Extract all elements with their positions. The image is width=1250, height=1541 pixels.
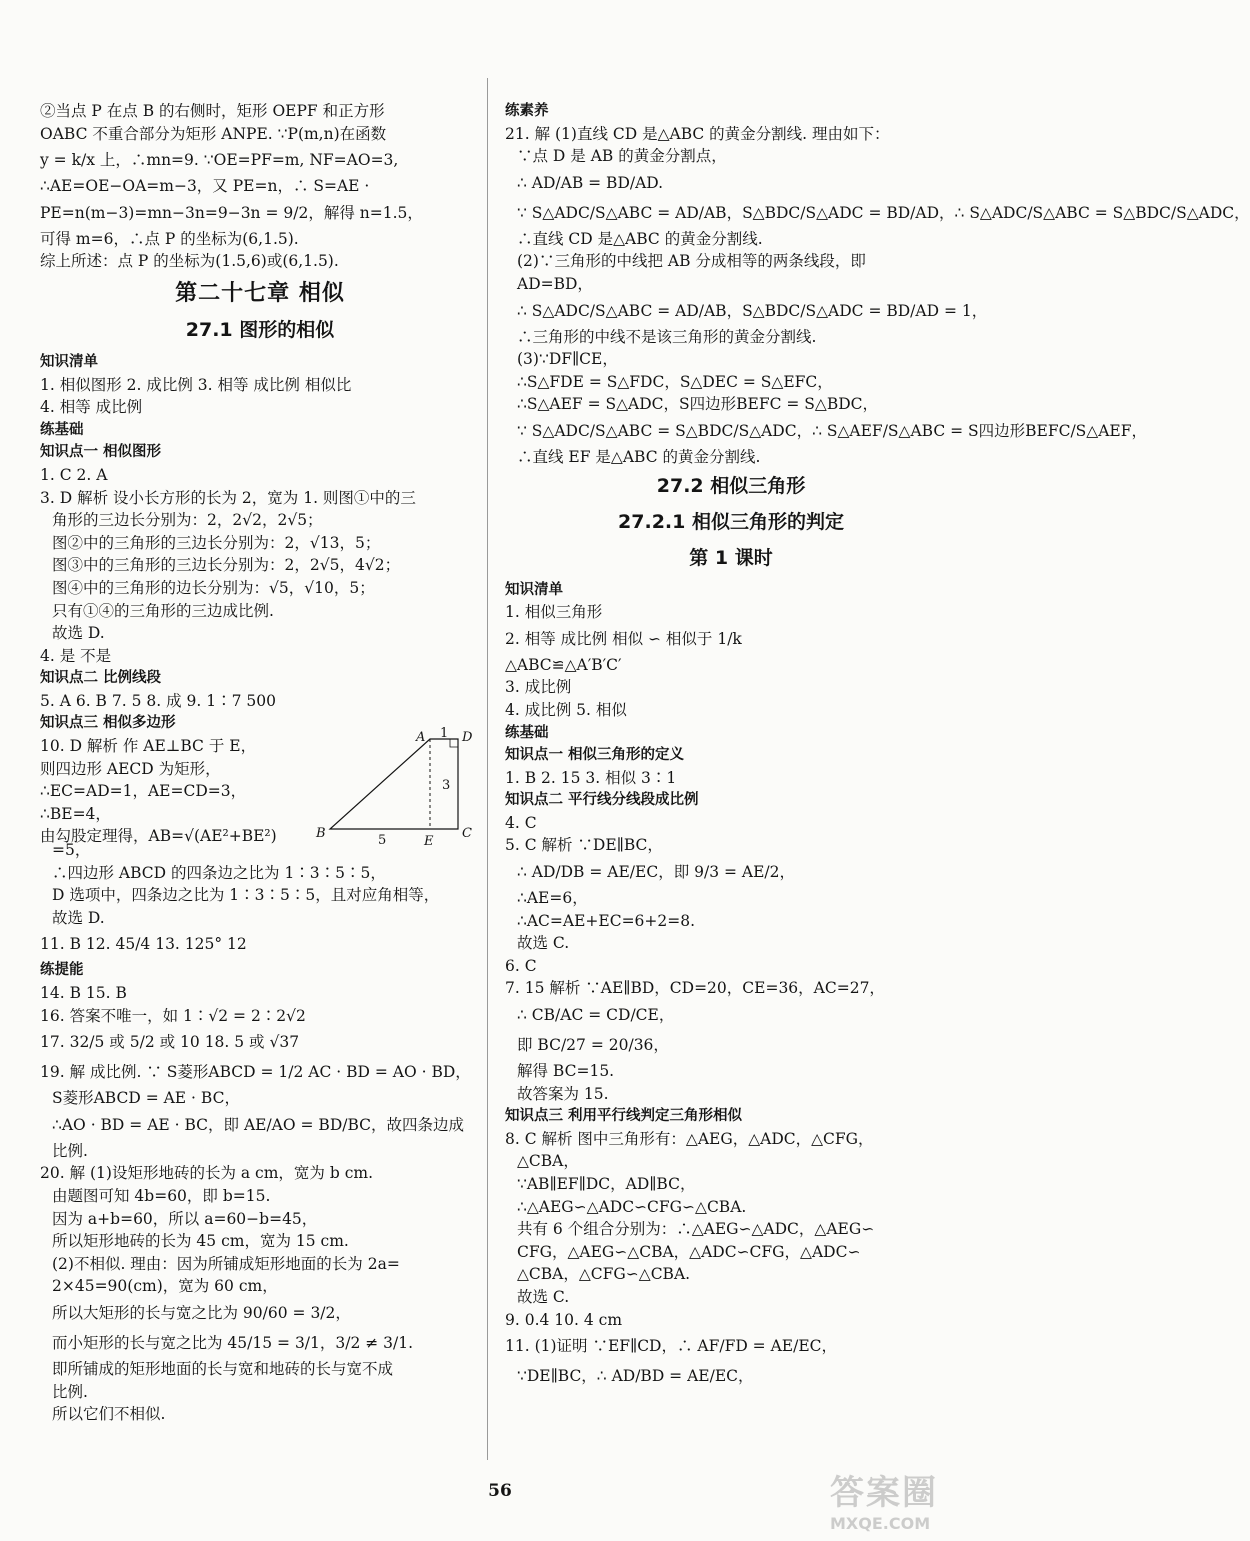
text-line: 9. 0.4 10. 4 cm — [505, 1310, 623, 1329]
text-line: 所以矩形地砖的长为 45 cm，宽为 15 cm. — [52, 1232, 349, 1251]
text-line: 6. C — [505, 956, 537, 975]
text-line: 19. 解 成比例. ∵ S菱形ABCD = 1/2 AC · BD = AO · BD， — [40, 1063, 471, 1082]
text-line: △CBA， — [517, 1152, 579, 1171]
text-line: 4. 相等 成比例 — [40, 398, 143, 417]
text-line: (3)∵DF∥CE， — [517, 350, 618, 369]
text-line: 3. 成比例 — [505, 678, 572, 697]
text-line: 5. C 解析 ∵DE∥BC， — [505, 836, 663, 855]
subheading: 知识点二 比例线段 — [40, 670, 162, 687]
text-line: ∵ S△ADC/S△ABC = S△BDC/S△ADC，∴ S△AEF/S△ABC = S四边形BEFC/S△AEF， — [517, 421, 1147, 440]
text-line: 即所铺成的矩形地面的长与宽和地砖的长与宽不成 — [52, 1359, 394, 1378]
text-line: PE=n(m−3)=mn−3n=9−3n = 9/2，解得 n=1.5， — [40, 203, 423, 222]
trapezoid-figure — [310, 726, 480, 850]
subheading: 知识点一 相似三角形的定义 — [505, 747, 685, 764]
text-line: ∴S△FDE = S△FDC，S△DEC = S△EFC， — [517, 372, 833, 391]
text-line: ∴ S△ADC/S△ABC = AD/AB，S△BDC/S△ADC = BD/AD = 1， — [517, 301, 988, 320]
subheading: 知识清单 — [40, 353, 98, 370]
text-line: 综上所述：点 P 的坐标为(1.5,6)或(6,1.5). — [40, 252, 339, 271]
text-line: ∴四边形 ABCD 的四条边之比为 1∶3∶5∶5， — [52, 863, 386, 882]
subheading: 练提能 — [40, 962, 84, 979]
text-line: ∴直线 CD 是△ABC 的黄金分割线. — [517, 229, 763, 248]
text-line: 10. D 解析 作 AE⊥BC 于 E， — [40, 737, 257, 756]
text-line: 4. C — [505, 813, 537, 832]
text-line: ∴直线 EF 是△ABC 的黄金分割线. — [517, 447, 761, 466]
text-line: 而小矩形的长与宽之比为 45/15 = 3/1，3/2 ≠ 3/1. — [52, 1333, 414, 1352]
left-column — [40, 100, 480, 1426]
subheading: 知识点三 利用平行线判定三角形相似 — [505, 1108, 743, 1125]
text-line: 故选 D. — [52, 908, 105, 927]
text-line: 所以大矩形的长与宽之比为 90/60 = 3/2， — [52, 1303, 351, 1322]
text-line: S菱形ABCD = AE · BC， — [52, 1089, 240, 1108]
text-line: 故选 C. — [517, 934, 570, 953]
text-line: ∴AE=OE−OA=m−3，又 PE=n，∴ S=AE · — [40, 177, 370, 196]
text-line: 即 BC/27 = 20/36， — [517, 1036, 669, 1055]
right-column — [505, 100, 1250, 1391]
text-line: 共有 6 个组合分别为：∴△AEG∽△ADC，△AEG∽ — [517, 1220, 875, 1239]
text-line: ∴ AD/DB = AE/EC，即 9/3 = AE/2， — [517, 863, 796, 882]
subheading: 知识点三 相似多边形 — [40, 715, 176, 732]
subheading: 练素养 — [505, 103, 549, 119]
text-line: 1. 相似图形 2. 成比例 3. 相等 成比例 相似比 — [40, 375, 352, 394]
text-line: 4. 成比例 5. 相似 — [505, 700, 627, 719]
text-line: 可得 m=6，∴点 P 的坐标为(6,1.5). — [40, 229, 299, 248]
text-line: ∴AE=6， — [517, 889, 588, 908]
text-line: 图④中的三角形的边长分别为：√5，√10，5； — [52, 578, 375, 597]
text-line: 则四边形 AECD 为矩形， — [40, 759, 221, 778]
text-line: 故选 C. — [517, 1287, 570, 1306]
subheading: 知识点二 平行线分线段成比例 — [505, 792, 699, 809]
chapter-title: 第二十七章 相似 — [175, 280, 345, 306]
text-line: 11. (1)证明 ∵EF∥CD，∴ AF/FD = AE/EC， — [505, 1337, 838, 1356]
right-angle-mark — [450, 739, 458, 747]
figure-label-d: D — [462, 730, 473, 746]
text-line: ∴ CB/AC = CD/CE， — [517, 1006, 675, 1025]
text-line: ∴EC=AD=1，AE=CD=3， — [40, 782, 247, 801]
text-line: 故选 D. — [52, 624, 105, 643]
text-line: ∵ S△ADC/S△ABC = AD/AB，S△BDC/S△ADC = BD/AD，∴ S△ADC/S△ABC = S△BDC/S△ADC， — [517, 203, 1250, 222]
text-line: ∴三角形的中线不是该三角形的黄金分割线. — [517, 327, 817, 346]
subheading: 练基础 — [505, 724, 549, 741]
text-line: ∵AB∥EF∥DC，AD∥BC， — [517, 1175, 696, 1193]
text-line: 图②中的三角形的三边长分别为：2，√13，5； — [52, 533, 381, 552]
text-line: 角形的三边长分别为：2，2√2，2√5； — [52, 511, 323, 530]
text-line: △ABC≌△A′B′C′ — [505, 655, 622, 674]
text-line: 比例. — [52, 1141, 88, 1160]
text-line: OABC 不重合部分为矩形 ANPE. ∵P(m,n)在函数 — [40, 124, 387, 143]
section-title: 27.1 图形的相似 — [185, 318, 335, 341]
section-title: 第 1 课时 — [689, 546, 773, 569]
text-line: ∴AC=AE+EC=6+2=8. — [517, 911, 696, 930]
text-line: 5. A 6. B 7. 5 8. 成 9. 1∶7 500 — [40, 691, 276, 710]
problem-10-block — [40, 726, 480, 850]
text-line: 14. B 15. B — [40, 984, 127, 1003]
subheading: 知识点一 相似图形 — [40, 444, 162, 461]
figure-label-e: E — [424, 834, 434, 850]
text-line: 故答案为 15. — [517, 1084, 609, 1103]
trapezoid-outline — [330, 739, 458, 829]
text-line: 16. 答案不唯一，如 1∶√2 = 2∶2√2 — [40, 1006, 306, 1025]
text-line: △CBA，△CFG∽△CBA. — [517, 1265, 691, 1284]
text-line: 图③中的三角形的三边长分别为：2，2√5，4√2； — [52, 556, 401, 575]
figure-label-b: B — [316, 826, 326, 842]
figure-label-right: 3 — [442, 778, 451, 794]
text-line: y = k/x 上，∴mn=9. ∵OE=PF=m, NF=AO=3, — [40, 151, 399, 170]
text-line: ∴AO · BD = AE · BC，即 AE/AO = BD/BC，故四条边成 — [52, 1115, 465, 1134]
text-line: ∴S△AEF = S△ADC，S四边形BEFC = S△BDC， — [517, 395, 879, 414]
text-line: 解得 BC=15. — [517, 1062, 615, 1081]
text-line: ∵DE∥BC，∴ AD/BD = AE/EC， — [517, 1367, 754, 1386]
text-line: 1. 相似三角形 — [505, 603, 603, 622]
figure-label-c: C — [462, 826, 472, 842]
figure-label-bottom: 5 — [378, 833, 387, 849]
column-divider — [487, 78, 488, 1460]
text-line: 2×45=90(cm)，宽为 60 cm， — [52, 1277, 278, 1296]
text-line: 2. 相等 成比例 相似 ∽ 相似于 1/k — [505, 629, 742, 648]
figure-label-top: 1 — [440, 726, 449, 742]
text-line: =5， — [52, 841, 91, 860]
text-line: 所以它们不相似. — [52, 1405, 166, 1424]
text-line: 4. 是 不是 — [40, 646, 112, 665]
text-line: 只有①④的三角形的三边成比例. — [52, 601, 274, 620]
text-line: 由勾股定理得，AB=√(AE²+BE²) — [40, 827, 277, 846]
text-line: 7. 15 解析 ∵AE∥BD，CD=20，CE=36，AC=27， — [505, 979, 885, 998]
text-line: 因为 a+b=60，所以 a=60−b=45， — [52, 1209, 318, 1228]
text-line: ∴△AEG∽△ADC∽CFG∽△CBA. — [517, 1197, 747, 1216]
watermark-logo-text: 答案圈 — [830, 1473, 938, 1513]
section-title: 27.2 相似三角形 — [656, 474, 806, 497]
watermark-url: MXQE.COM — [830, 1514, 931, 1533]
text-line: 20. 解 (1)设矩形地砖的长为 a cm，宽为 b cm. — [40, 1164, 374, 1183]
section-title: 27.2.1 相似三角形的判定 — [618, 510, 844, 533]
text-line: (2)不相似. 理由：因为所铺成矩形地面的长为 2a= — [52, 1254, 400, 1273]
text-line: ∵点 D 是 AB 的黄金分割点， — [517, 147, 727, 166]
subheading: 知识清单 — [505, 581, 563, 598]
text-line: ②当点 P 在点 B 的右侧时，矩形 OEPF 和正方形 — [40, 102, 385, 120]
text-line: ∴ AD/AB = BD/AD. — [517, 173, 664, 192]
page-number: 56 — [488, 1481, 512, 1501]
text-line: (2)∵三角形的中线把 AB 分成相等的两条线段，即 — [517, 252, 866, 271]
text-line: 比例. — [52, 1382, 88, 1401]
text-line: 1. C 2. A — [40, 465, 108, 484]
text-line: ∴BE=4， — [40, 804, 111, 823]
text-line: 1. B 2. 15 3. 相似 3∶1 — [505, 768, 677, 787]
text-line: 11. B 12. 45/4 13. 125° 12 — [40, 935, 247, 954]
text-line: 17. 32/5 或 5/2 或 10 18. 5 或 √37 — [40, 1033, 300, 1052]
text-line: 3. D 解析 设小长方形的长为 2，宽为 1. 则图①中的三 — [40, 488, 416, 507]
text-line: CFG，△AEG∽△CBA，△ADC∽CFG，△ADC∽ — [517, 1242, 861, 1261]
text-line: 8. C 解析 图中三角形有：△AEG，△ADC，△CFG， — [505, 1129, 874, 1148]
text-line: AD=BD， — [517, 274, 593, 293]
text-line: D 选项中，四条边之比为 1∶3∶5∶5，且对应角相等， — [52, 886, 440, 905]
watermark — [830, 1465, 980, 1533]
subheading: 练基础 — [40, 421, 84, 438]
text-line: 由题图可知 4b=60，即 b=15. — [52, 1187, 271, 1205]
text-line: 21. 解 (1)直线 CD 是△ABC 的黄金分割线. 理由如下： — [505, 124, 890, 143]
figure-label-a: A — [416, 730, 426, 746]
